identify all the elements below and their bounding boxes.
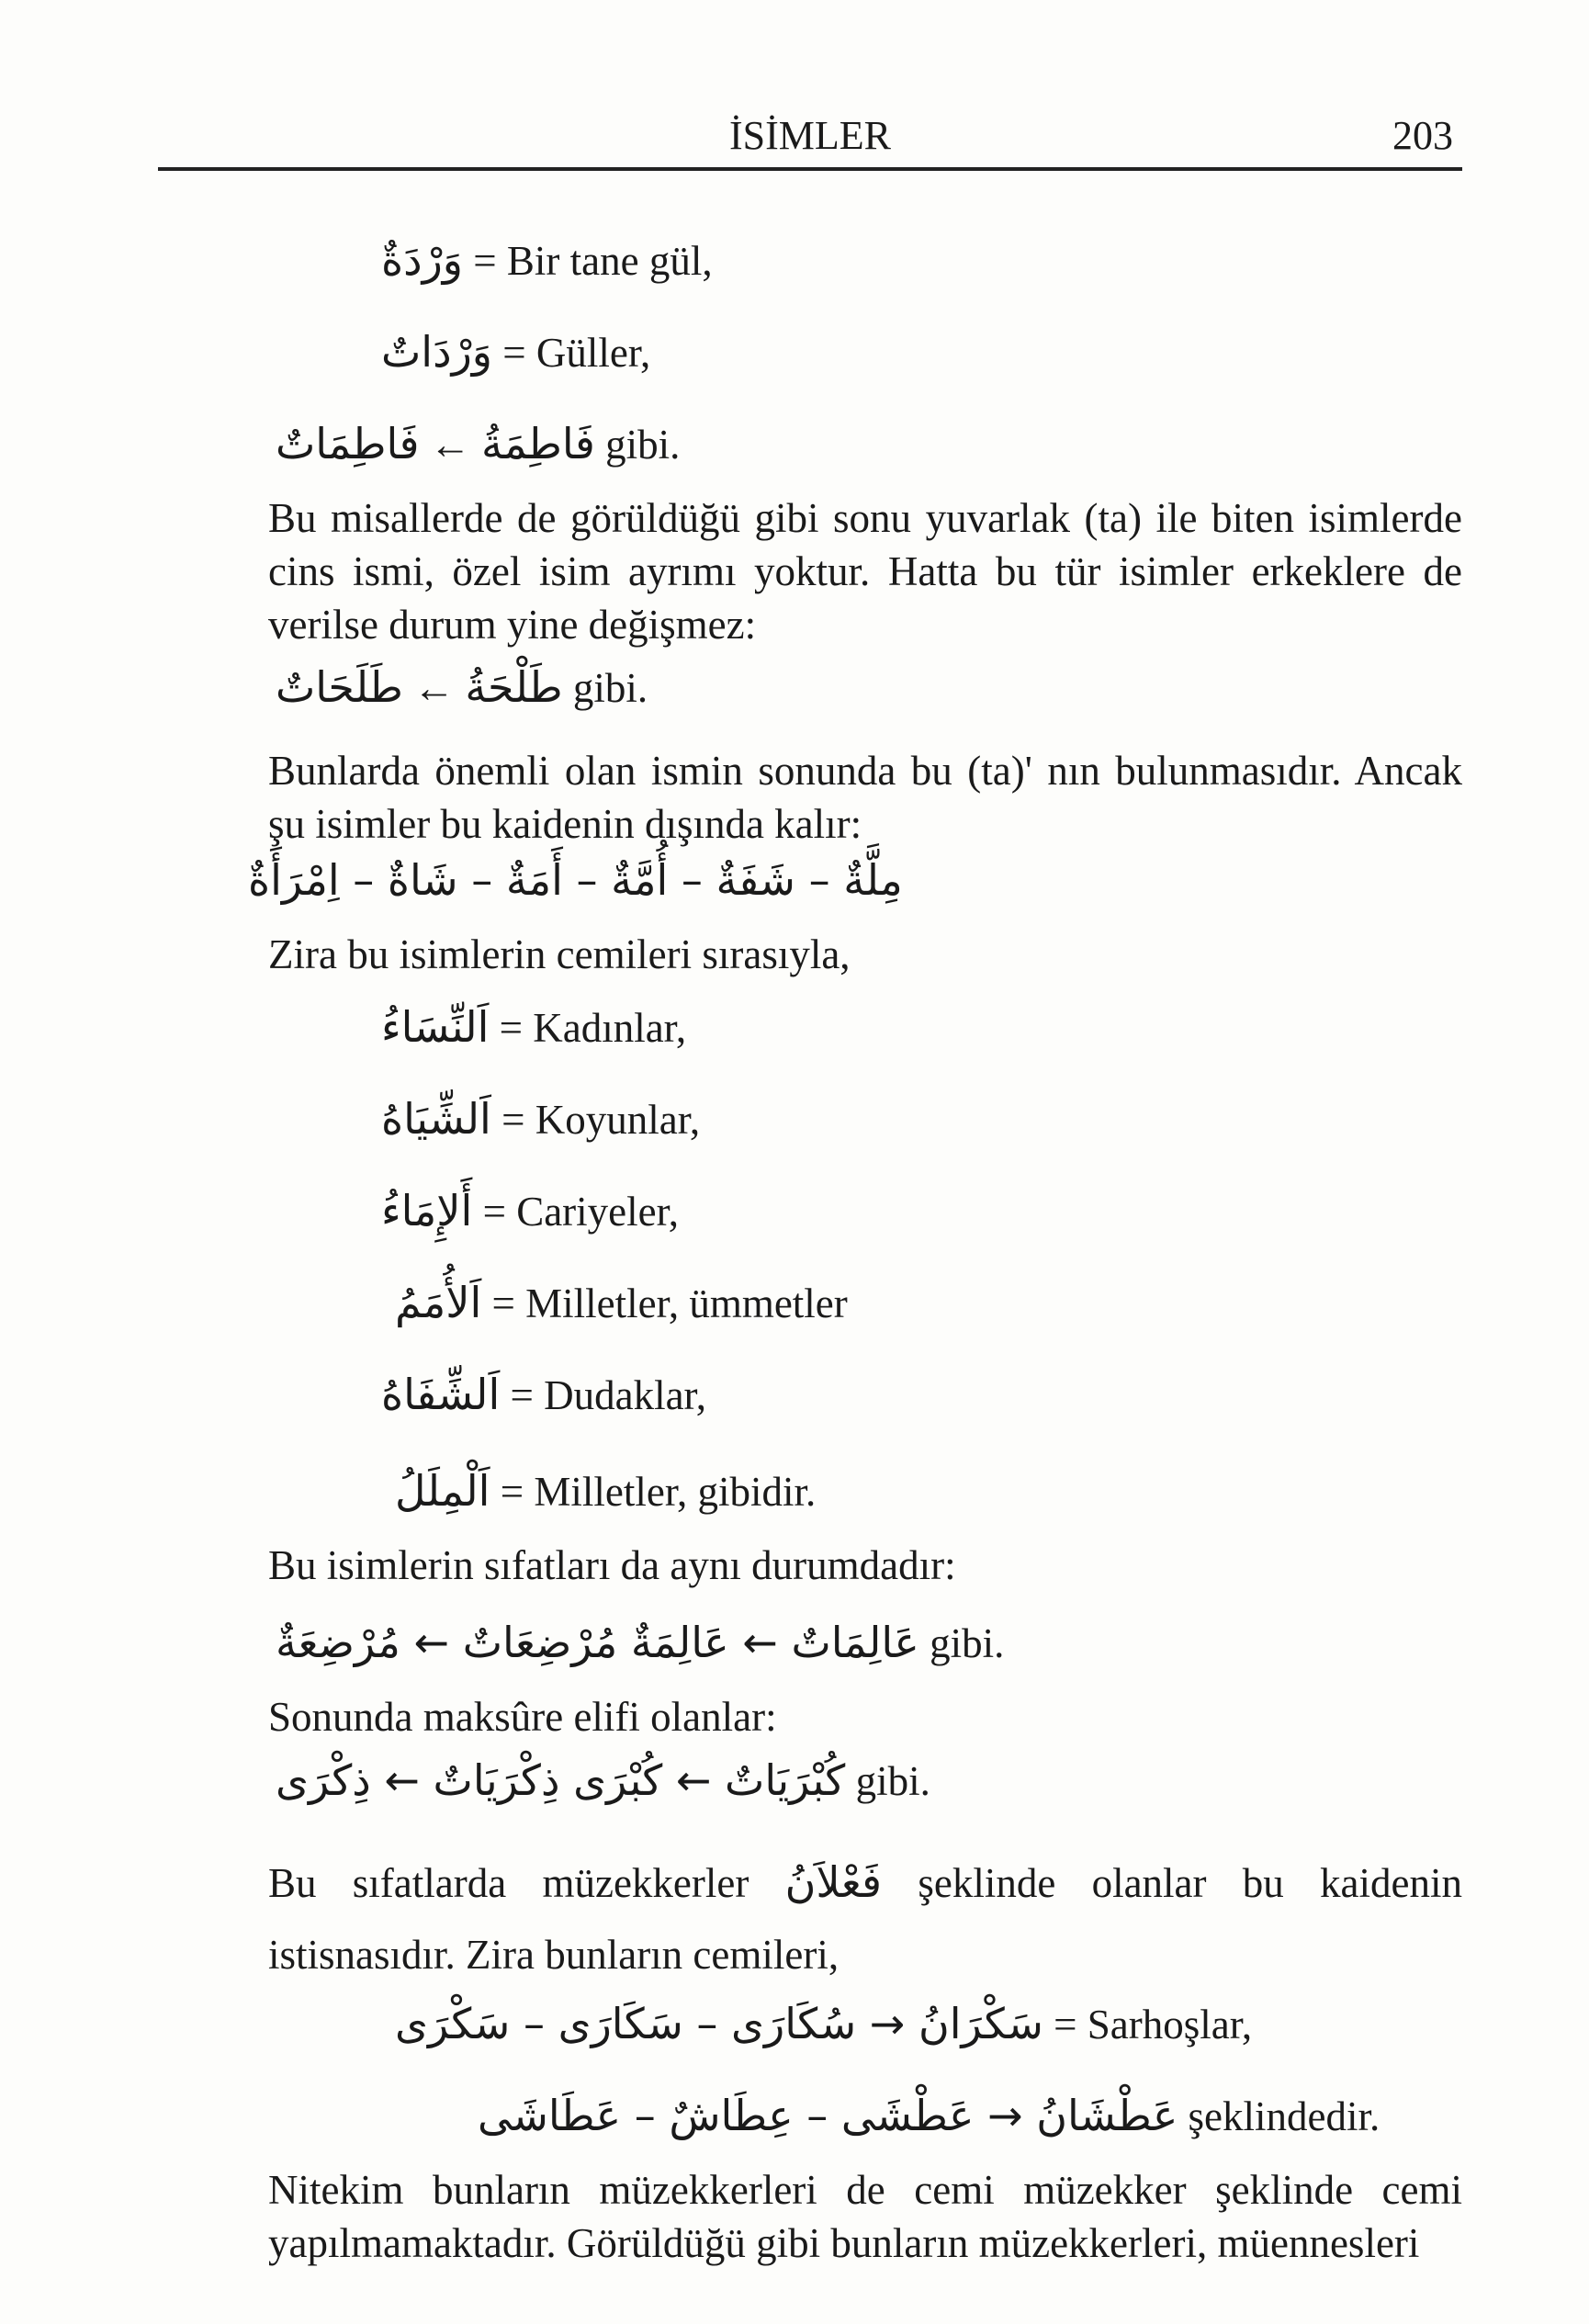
- paragraph: Bu sıfatlarda müzekkerler فَعْلاَنُ şeklinde olanlar bu kaidenin istisnasıdır. Zira bunların cemileri,: [268, 1857, 1463, 1978]
- gloss: = Koyunlar,: [501, 1097, 701, 1143]
- gloss: = Milletler, ümmetler: [491, 1280, 848, 1326]
- arabic-word: فَعْلاَنُ: [784, 1857, 883, 1907]
- suffix: gibi.: [605, 422, 681, 468]
- gloss: = Güller,: [502, 330, 651, 376]
- plural-line: [395, 1277, 848, 1329]
- sakran-line: [395, 1998, 1252, 2050]
- arabic-word: اَلشِّفَاهُ: [381, 1370, 501, 1419]
- page-header: [158, 108, 1462, 165]
- arabic-word: اَلأُمَمُ: [395, 1278, 482, 1327]
- suffix: gibi.: [930, 1620, 1005, 1666]
- plural-line: [381, 1093, 700, 1145]
- arabic-word: اَلْمِلَلُ: [395, 1466, 490, 1516]
- paragraph: Bu misallerde de görüldüğü gibi sonu yuvarlak (ta) ile biten isimlerde cins ismi, özel isim ayrımı yoktur. Hatta bu tür isimler erkeklere de verilse durum yine değişmez:: [268, 495, 1462, 648]
- arrow: ←: [429, 422, 471, 468]
- arabic-word: اَلشِّيَاهُ: [381, 1094, 491, 1144]
- page-number: 203: [1392, 113, 1453, 158]
- arabic-word: فَاطِمَةُ: [481, 419, 595, 468]
- paragraph: Bu isimlerin sıfatları da aynı durumdadır:: [268, 1542, 956, 1588]
- running-title: İSİMLER: [729, 113, 891, 158]
- plural-line: [395, 1465, 816, 1517]
- gloss: = Cariyeler,: [482, 1189, 680, 1235]
- arabic-word: فَاطِمَاتٌ: [276, 419, 420, 468]
- arabic-word: وَرْدَاتٌ: [381, 327, 492, 377]
- arrow: ←: [413, 665, 456, 711]
- gloss: = Milletler, gibidir.: [500, 1469, 817, 1515]
- paragraph: Nitekim bunların müzekkerleri de cemi müzekker şeklinde cemi yapılmamaktadır. Görüldüğü gibi bunların müzekkerleri, müennesleri: [268, 2167, 1462, 2266]
- gloss: = Dudaklar,: [510, 1372, 706, 1418]
- gloss: = Bir tane gül,: [473, 238, 713, 284]
- exceptions-line: [248, 854, 903, 907]
- talha-line: [276, 661, 648, 714]
- arabic-word: طَلَحَاتٌ: [276, 662, 403, 712]
- fatima-line: [276, 418, 680, 470]
- adjectives-line: [276, 1617, 1004, 1669]
- example-line: [381, 234, 713, 287]
- arabic-word: وَرْدَةٌ: [381, 235, 464, 285]
- plural-line: [381, 1185, 679, 1237]
- plural-line: [381, 1001, 686, 1054]
- gloss: şeklindedir.: [1188, 2093, 1381, 2139]
- paragraph: Bunlarda önemli olan ismin sonunda bu (ta)' nın bulunmasıdır. Ancak şu isimler bu kaidenin dışında kalır:: [268, 748, 1462, 847]
- arabic-word: أَلإِمَاءُ: [381, 1186, 473, 1235]
- arabic-word: كُبْرَيَاتٌ ← كُبْرَى ذِكْرَيَاتٌ ← ذِكْرَى: [276, 1755, 846, 1805]
- maksure-line: [276, 1754, 930, 1807]
- arabic-word: سَكْرَانُ → سُكَارَى – سَكَارَى – سَكْرَى: [395, 1999, 1043, 2048]
- example-line: [381, 326, 650, 378]
- arabic-word: عَطْشَانُ → عَطْشَى – عِطَاشٌ – عَطَاشَى: [478, 2091, 1178, 2140]
- plural-line: [381, 1369, 706, 1421]
- paragraph: Sonunda maksûre elifi olanlar:: [268, 1694, 777, 1740]
- arabic-word: عَالِمَاتٌ ← عَالِمَةٌ مُرْضِعَاتٌ ← مُرْضِعَةٌ: [276, 1618, 919, 1667]
- arabic-word: طَلْحَةُ: [465, 662, 563, 712]
- suffix: gibi.: [572, 665, 648, 711]
- suffix: gibi.: [855, 1758, 930, 1804]
- gloss: = Kadınlar,: [499, 1005, 687, 1051]
- gloss: = Sarhoşlar,: [1054, 2002, 1253, 2048]
- arabic-word: اَلنِّسَاءُ: [381, 1002, 490, 1052]
- header-rule: [158, 167, 1462, 171]
- atshan-line: [478, 2090, 1380, 2142]
- paragraph: Zira bu isimlerin cemileri sırasıyla,: [268, 931, 851, 977]
- arabic-word: مِلَّةٌ – شَفَةٌ – أُمَّةٌ – أَمَةٌ – شَاةٌ – اِمْرَأَةٌ: [248, 855, 903, 905]
